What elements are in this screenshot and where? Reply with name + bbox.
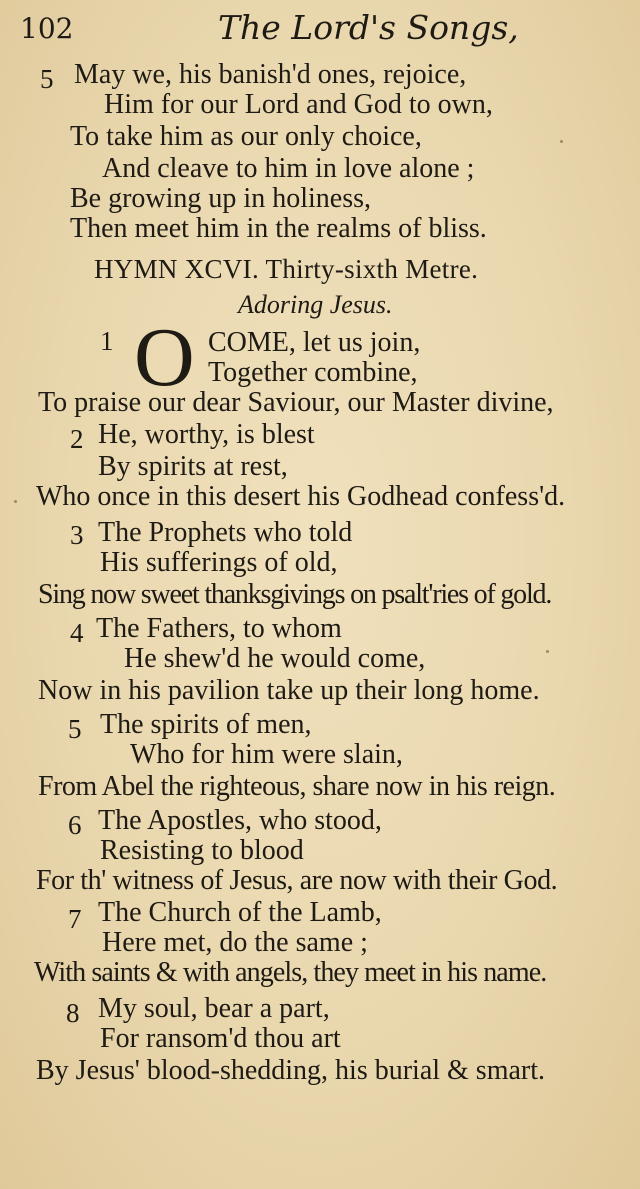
verse-line: To praise our dear Saviour, our Master divine, <box>38 387 554 418</box>
verse-line: And cleave to him in love alone ; <box>102 153 475 184</box>
paper-speck <box>546 650 549 653</box>
paper-speck <box>14 500 17 503</box>
page-number: 102 <box>20 12 74 45</box>
verse-line: He shew'd he would come, <box>124 643 426 674</box>
verse-line: The spirits of men, <box>100 709 312 740</box>
hymn-subtitle: Adoring Jesus. <box>238 290 393 319</box>
verse-line: The Apostles, who stood, <box>98 805 382 836</box>
verse-line: My soul, bear a part, <box>98 993 330 1024</box>
verse-line: Resisting to blood <box>100 835 304 866</box>
verse-number: 2 <box>70 424 84 454</box>
verse-line: From Abel the righteous, share now in his reign. <box>38 771 556 802</box>
verse-line: COME, let us join, <box>208 327 421 358</box>
verse-number: 5 <box>68 714 82 744</box>
verse-line: Sing now sweet thanksgivings on psalt'ries of gold. <box>38 579 552 610</box>
paper-speck <box>560 140 563 143</box>
verse-line: He, worthy, is blest <box>98 419 315 450</box>
hymn-heading: HYMN XCVI. Thirty-sixth Metre. <box>94 254 479 284</box>
verse-line: Together combine, <box>208 357 418 388</box>
verse-number: 5 <box>40 64 54 94</box>
verse-line: Who for him were slain, <box>130 739 403 770</box>
verse-number: 1 <box>100 326 114 356</box>
verse-line: Who once in this desert his Godhead confess'd. <box>36 481 566 512</box>
verse-line: With saints & with angels, they meet in his name. <box>34 957 547 988</box>
verse-line: Him for our Lord and God to own, <box>104 89 493 120</box>
verse-line: To take him as our only choice, <box>70 121 422 152</box>
verse-line: May we, his banish'd ones, rejoice, <box>74 59 467 90</box>
running-title: The Lord's Songs, <box>218 8 519 47</box>
verse-line: For ransom'd thou art <box>100 1023 341 1054</box>
verse-line: The Prophets who told <box>98 517 353 548</box>
verse-line: Now in his pavilion take up their long home. <box>38 675 540 706</box>
verse-number: 6 <box>68 810 82 840</box>
verse-number: 8 <box>66 998 80 1028</box>
verse-line: Then meet him in the realms of bliss. <box>70 213 487 244</box>
verse-line: Here met, do the same ; <box>102 927 368 958</box>
verse-number: 3 <box>70 520 84 550</box>
verse-line: His sufferings of old, <box>100 547 338 578</box>
verse-line: Be growing up in holiness, <box>70 183 371 214</box>
verse-line: By spirits at rest, <box>98 451 288 482</box>
page-header <box>0 6 640 46</box>
verse-number: 7 <box>68 904 82 934</box>
verse-line: The Church of the Lamb, <box>98 897 382 928</box>
drop-cap: O <box>134 311 195 404</box>
verse-number: 4 <box>70 618 84 648</box>
verse-line: The Fathers, to whom <box>96 613 342 644</box>
verse-line: By Jesus' blood-shedding, his burial & smart. <box>36 1055 546 1086</box>
verse-line: For th' witness of Jesus, are now with their God. <box>36 865 558 896</box>
